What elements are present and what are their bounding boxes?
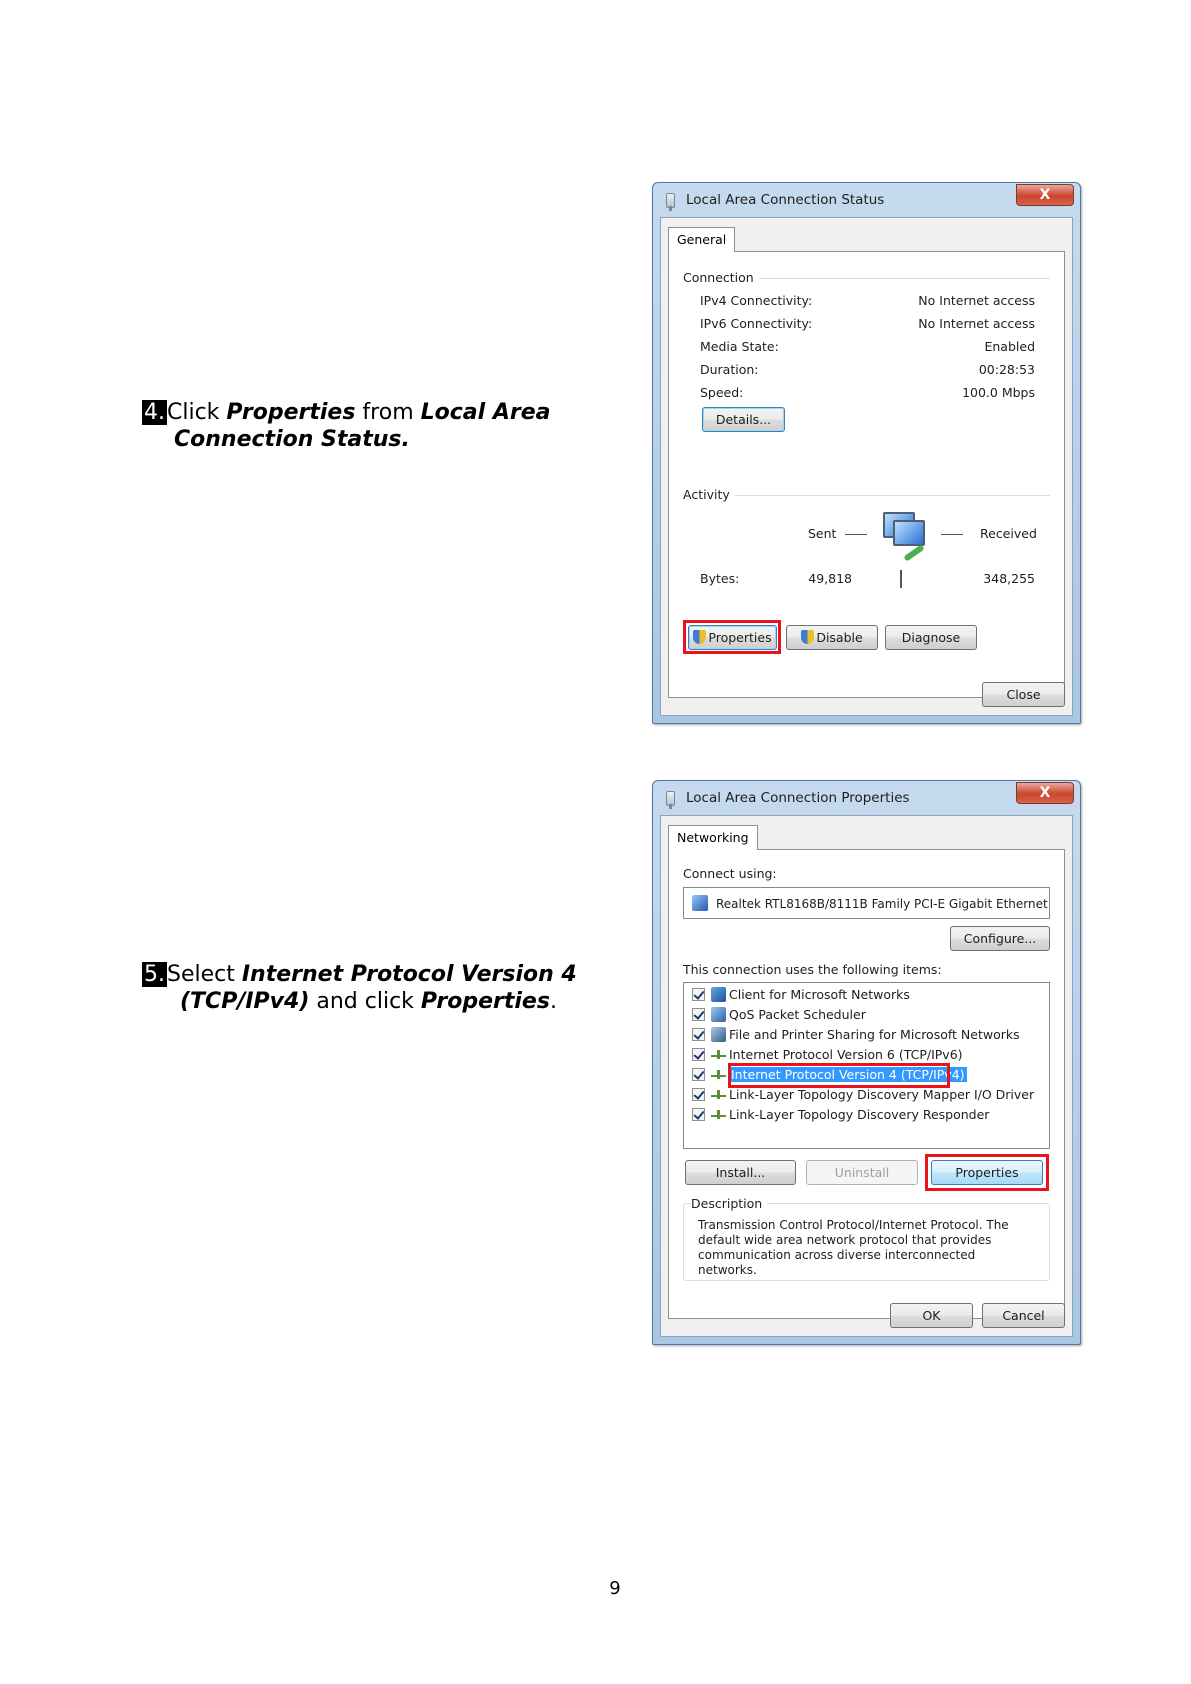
network-adapter-icon <box>666 193 675 208</box>
step-5-instruction <box>142 961 577 1015</box>
connect-using-label: Connect using: <box>683 866 777 881</box>
bytes-label: Bytes: <box>700 571 740 586</box>
title-bar[interactable] <box>653 183 1080 217</box>
connection-properties-dialog <box>652 780 1081 1345</box>
received-label: Received <box>980 526 1037 541</box>
sent-line <box>845 534 867 535</box>
ipv6-connectivity-value: No Internet access <box>918 316 1035 331</box>
title-bar[interactable] <box>653 781 1080 815</box>
step-keyword: Internet Protocol Version 4 <box>241 962 577 987</box>
step-keyword: Properties <box>226 400 356 425</box>
description-group-label: Description <box>691 1196 767 1211</box>
ok-button[interactable]: OK <box>890 1303 973 1328</box>
qos-icon <box>711 1007 726 1022</box>
step-number: 4. <box>144 400 165 425</box>
connection-group-label: Connection <box>683 270 759 285</box>
checkbox[interactable] <box>692 1008 705 1021</box>
protocol-icon <box>711 1067 726 1082</box>
dialog-title: Local Area Connection Properties <box>686 790 910 806</box>
speed-label: Speed: <box>700 385 744 400</box>
item-label: Internet Protocol Version 4 (TCP/IPv4) <box>731 1067 965 1082</box>
media-state-value: Enabled <box>984 339 1035 354</box>
list-item[interactable] <box>692 1046 963 1065</box>
step-text: Select <box>167 962 242 987</box>
step-keyword: Local Area <box>420 400 551 425</box>
protocol-icon <box>711 1087 726 1102</box>
dialog-title: Local Area Connection Status <box>686 192 885 208</box>
speed-value: 100.0 Mbps <box>962 385 1035 400</box>
bytes-received-value: 348,255 <box>983 571 1035 586</box>
list-item[interactable] <box>692 1106 989 1125</box>
list-item[interactable] <box>692 986 910 1005</box>
item-label: Link-Layer Topology Discovery Responder <box>729 1107 990 1122</box>
close-icon[interactable]: X <box>1016 782 1074 804</box>
description-text: Transmission Control Protocol/Internet Protocol. The default wide area network protocol that provides communication across diverse interconnected networks. <box>698 1218 1009 1277</box>
client-icon <box>711 987 726 1002</box>
configure-button[interactable]: Configure... <box>950 926 1050 951</box>
bytes-divider <box>900 570 902 588</box>
step-keyword: (TCP/IPv4) <box>180 989 310 1014</box>
diagnose-button[interactable]: Diagnose <box>885 625 977 650</box>
item-label: File and Printer Sharing for Microsoft Networks <box>729 1027 1020 1042</box>
step-keyword: Properties <box>420 989 550 1014</box>
item-label: Internet Protocol Version 6 (TCP/IPv6) <box>729 1047 963 1062</box>
network-activity-icon <box>879 510 929 565</box>
item-label: QoS Packet Scheduler <box>729 1007 866 1022</box>
page-number: 9 <box>609 1578 621 1599</box>
sent-label: Sent <box>808 526 837 541</box>
checkbox[interactable] <box>692 1108 705 1121</box>
list-item[interactable] <box>692 1086 1034 1105</box>
item-label: Client for Microsoft Networks <box>729 987 910 1002</box>
duration-value: 00:28:53 <box>978 362 1035 377</box>
list-item[interactable] <box>692 1006 866 1025</box>
media-state-label: Media State: <box>700 339 779 354</box>
components-list[interactable] <box>683 982 1050 1149</box>
sharing-icon <box>711 1027 726 1042</box>
list-item[interactable] <box>692 1026 1020 1045</box>
divider <box>683 495 1050 496</box>
checkbox[interactable] <box>692 1028 705 1041</box>
properties-button[interactable] <box>688 625 777 650</box>
details-button[interactable]: Details... <box>702 407 785 432</box>
checkbox[interactable] <box>692 988 705 1001</box>
uac-shield-icon <box>801 630 814 644</box>
received-line <box>941 534 963 535</box>
disable-button[interactable] <box>786 625 878 650</box>
uac-shield-icon <box>693 630 706 644</box>
general-panel <box>668 251 1065 698</box>
properties-button-label: Properties <box>708 630 772 645</box>
uninstall-button[interactable]: Uninstall <box>806 1160 918 1185</box>
checkbox[interactable] <box>692 1048 705 1061</box>
step-text: from <box>355 400 421 425</box>
adapter-name: Realtek RTL8168B/8111B Family PCI-E Gigabit Ethernet <box>716 897 1048 911</box>
properties-button[interactable]: Properties <box>931 1160 1043 1185</box>
cancel-button[interactable]: Cancel <box>982 1303 1065 1328</box>
install-button[interactable]: Install... <box>685 1160 796 1185</box>
connection-status-dialog <box>652 182 1081 724</box>
protocol-icon <box>711 1047 726 1062</box>
ipv4-connectivity-value: No Internet access <box>918 293 1035 308</box>
duration-label: Duration: <box>700 362 759 377</box>
networking-panel <box>668 849 1065 1319</box>
disable-button-label: Disable <box>816 630 863 645</box>
checkbox[interactable] <box>692 1088 705 1101</box>
network-adapter-icon <box>692 895 708 911</box>
dialog-client-area <box>660 217 1073 716</box>
protocol-icon <box>711 1107 726 1122</box>
ipv4-connectivity-label: IPv4 Connectivity: <box>700 293 813 308</box>
step-keyword: Connection Status. <box>174 427 410 452</box>
tab-general[interactable]: General <box>668 227 735 252</box>
list-item-selected[interactable] <box>692 1066 967 1085</box>
checkbox[interactable] <box>692 1068 705 1081</box>
bytes-sent-value: 49,818 <box>808 571 852 586</box>
adapter-field <box>683 887 1050 919</box>
network-adapter-icon <box>666 791 675 806</box>
step-number: 5. <box>144 962 165 987</box>
adapter-row <box>692 895 1048 911</box>
step-4-instruction <box>142 399 551 453</box>
tab-networking[interactable]: Networking <box>668 825 758 850</box>
item-label: Link-Layer Topology Discovery Mapper I/O Driver <box>729 1087 1035 1102</box>
step-text: Click <box>167 400 227 425</box>
close-icon[interactable]: X <box>1016 184 1074 206</box>
step-text: . <box>549 989 557 1014</box>
dialog-client-area <box>660 815 1073 1337</box>
items-label: This connection uses the following items: <box>683 962 942 977</box>
activity-group-label: Activity <box>683 487 735 502</box>
close-button[interactable]: Close <box>982 682 1065 707</box>
ipv6-connectivity-label: IPv6 Connectivity: <box>700 316 813 331</box>
step-text: and click <box>309 989 421 1014</box>
